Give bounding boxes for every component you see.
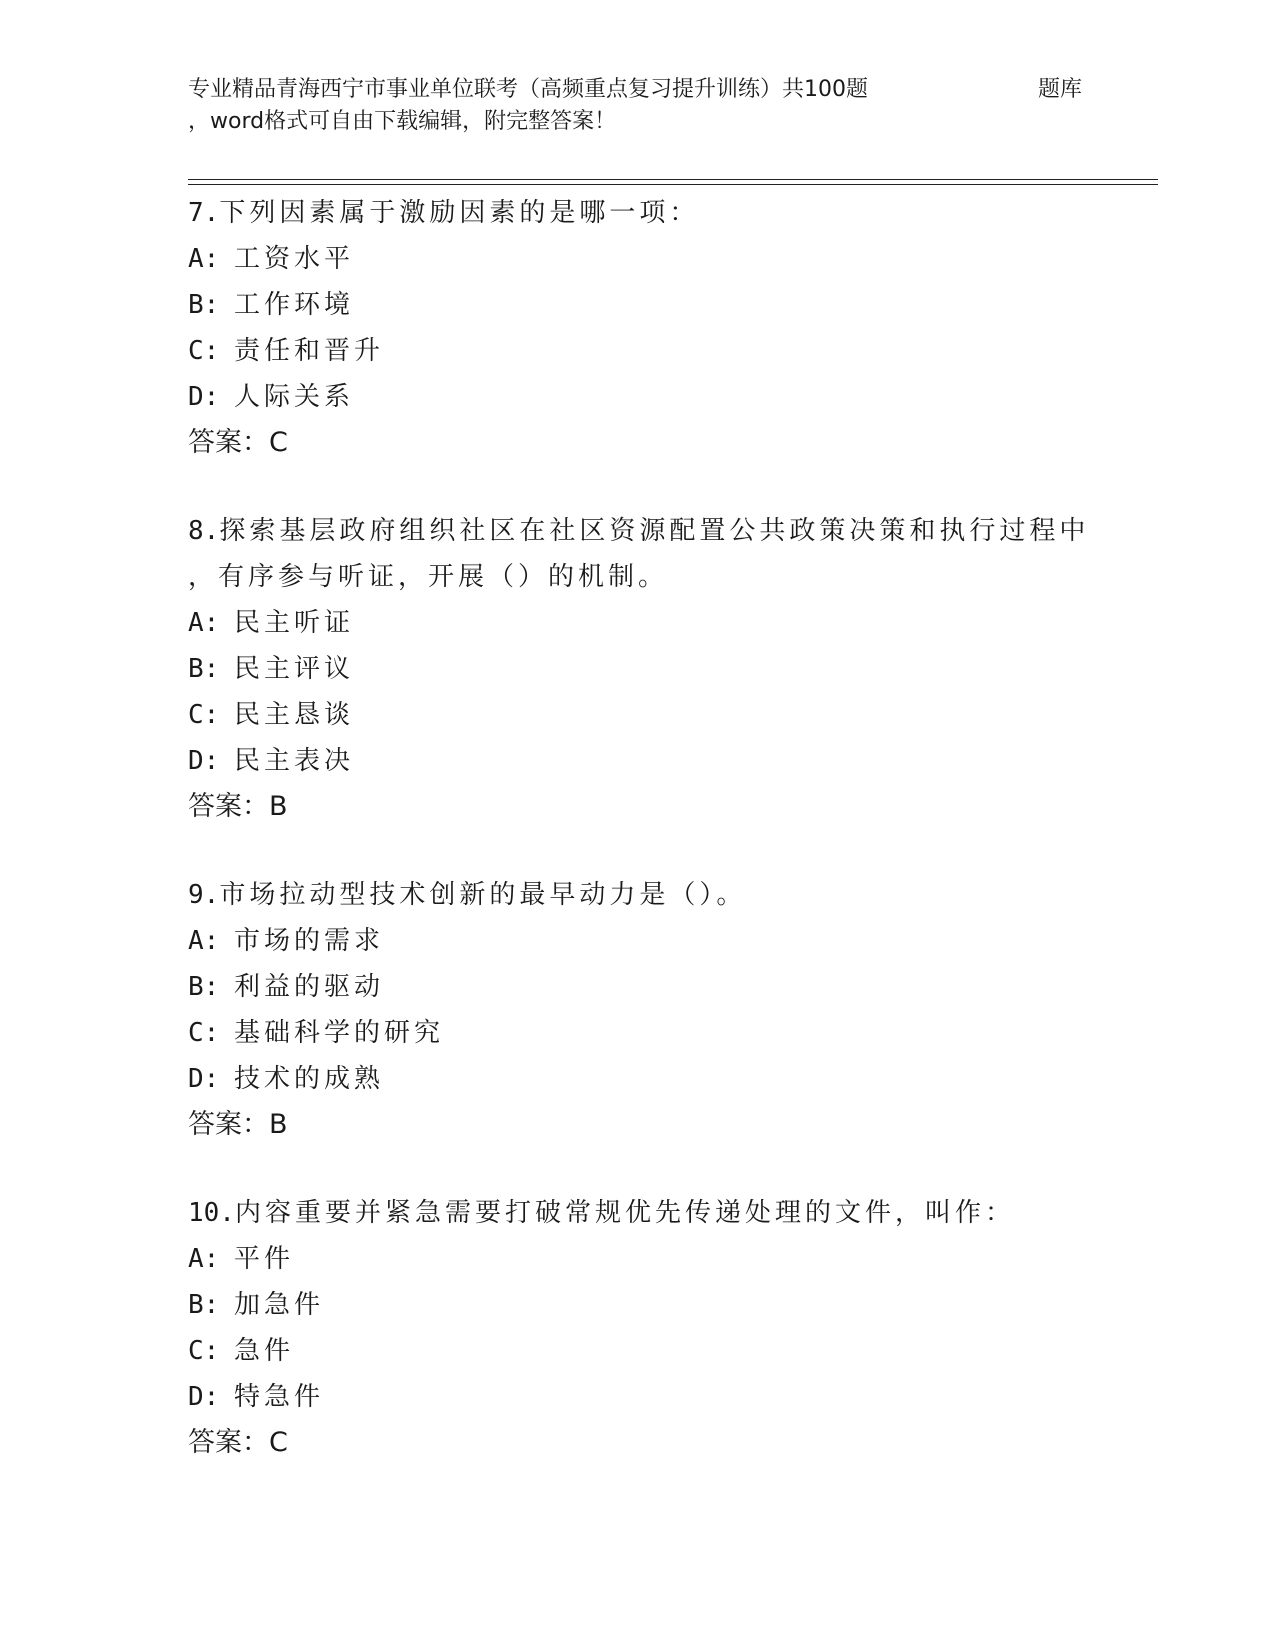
header-title-line [188,74,1158,106]
question-item [188,190,1148,466]
question-number: 10. [188,1198,235,1228]
answer-line: 答案：B [188,1109,288,1140]
option-text: 民主听证 [234,608,355,638]
option-d [188,1056,1148,1102]
option-d [188,374,1148,420]
option-letter: B: [188,972,220,1002]
question-stem [188,190,1148,236]
option-letter: B: [188,1290,220,1320]
option-letter: D: [188,1064,220,1094]
option-letter: C: [188,700,220,730]
option-text: 市场的需求 [234,926,385,956]
question-text: 内容重要并紧急需要打破常规优先传递处理的文件，叫作： [234,1198,1015,1228]
option-text: 工作环境 [234,290,355,320]
header-subtitle: ，word格式可自由下载编辑，附完整答案！ [188,109,617,134]
option-text: 民主恳谈 [234,700,355,730]
header-tag: 题库 [1038,77,1083,102]
question-text: 下列因素属于激励因素的是哪一项： [219,198,700,228]
option-text: 工资水平 [234,244,355,274]
option-a [188,600,1148,646]
header-title: 专业精品青海西宁市事业单位联考（高频重点复习提升训练）共100题 [188,77,868,102]
option-letter: D: [188,1382,220,1412]
option-b [188,646,1148,692]
option-d [188,738,1148,784]
option-text: 责任和晋升 [234,336,385,366]
question-number: 7. [188,198,220,228]
option-a [188,236,1148,282]
option-text: 基础科学的研究 [234,1018,445,1048]
option-letter: B: [188,290,220,320]
option-letter: C: [188,1018,220,1048]
option-b [188,1282,1148,1328]
option-text: 加急件 [234,1290,325,1320]
option-c [188,328,1148,374]
option-letter: C: [188,336,220,366]
question-stem-continued: ，有序参与听证，开展（）的机制。 [188,562,669,592]
option-a [188,918,1148,964]
header-divider-bottom [188,184,1158,185]
question-number: 9. [188,880,220,910]
question-text: 探索基层政府组织社区在社区资源配置公共政策决策和执行过程中 [219,516,1090,546]
option-letter: A: [188,1244,220,1274]
answer-line: 答案：B [188,791,288,822]
option-a [188,1236,1148,1282]
option-letter: A: [188,244,220,274]
option-text: 平件 [234,1244,295,1274]
header-divider-top [188,179,1158,180]
question-item [188,508,1148,830]
option-text: 利益的驱动 [234,972,385,1002]
question-item [188,1190,1148,1466]
option-d [188,1374,1148,1420]
option-letter: C: [188,1336,220,1366]
question-text: 市场拉动型技术创新的最早动力是（）。 [219,880,747,910]
option-text: 民主表决 [234,746,355,776]
option-letter: A: [188,926,220,956]
option-b [188,964,1148,1010]
option-c [188,1328,1148,1374]
question-stem [188,872,1148,918]
answer-line: 答案：C [188,427,288,458]
option-b [188,282,1148,328]
option-text: 特急件 [234,1382,325,1412]
option-c [188,692,1148,738]
page-header [188,74,1158,138]
question-number: 8. [188,516,220,546]
answer-line: 答案：C [188,1427,288,1458]
option-text: 人际关系 [234,382,355,412]
option-letter: A: [188,608,220,638]
option-letter: D: [188,746,220,776]
option-letter: B: [188,654,220,684]
question-list [188,190,1148,1508]
question-stem [188,1190,1148,1236]
option-text: 技术的成熟 [234,1064,385,1094]
option-text: 民主评议 [234,654,355,684]
question-stem [188,508,1148,554]
option-c [188,1010,1148,1056]
question-item [188,872,1148,1148]
option-letter: D: [188,382,220,412]
option-text: 急件 [234,1336,295,1366]
